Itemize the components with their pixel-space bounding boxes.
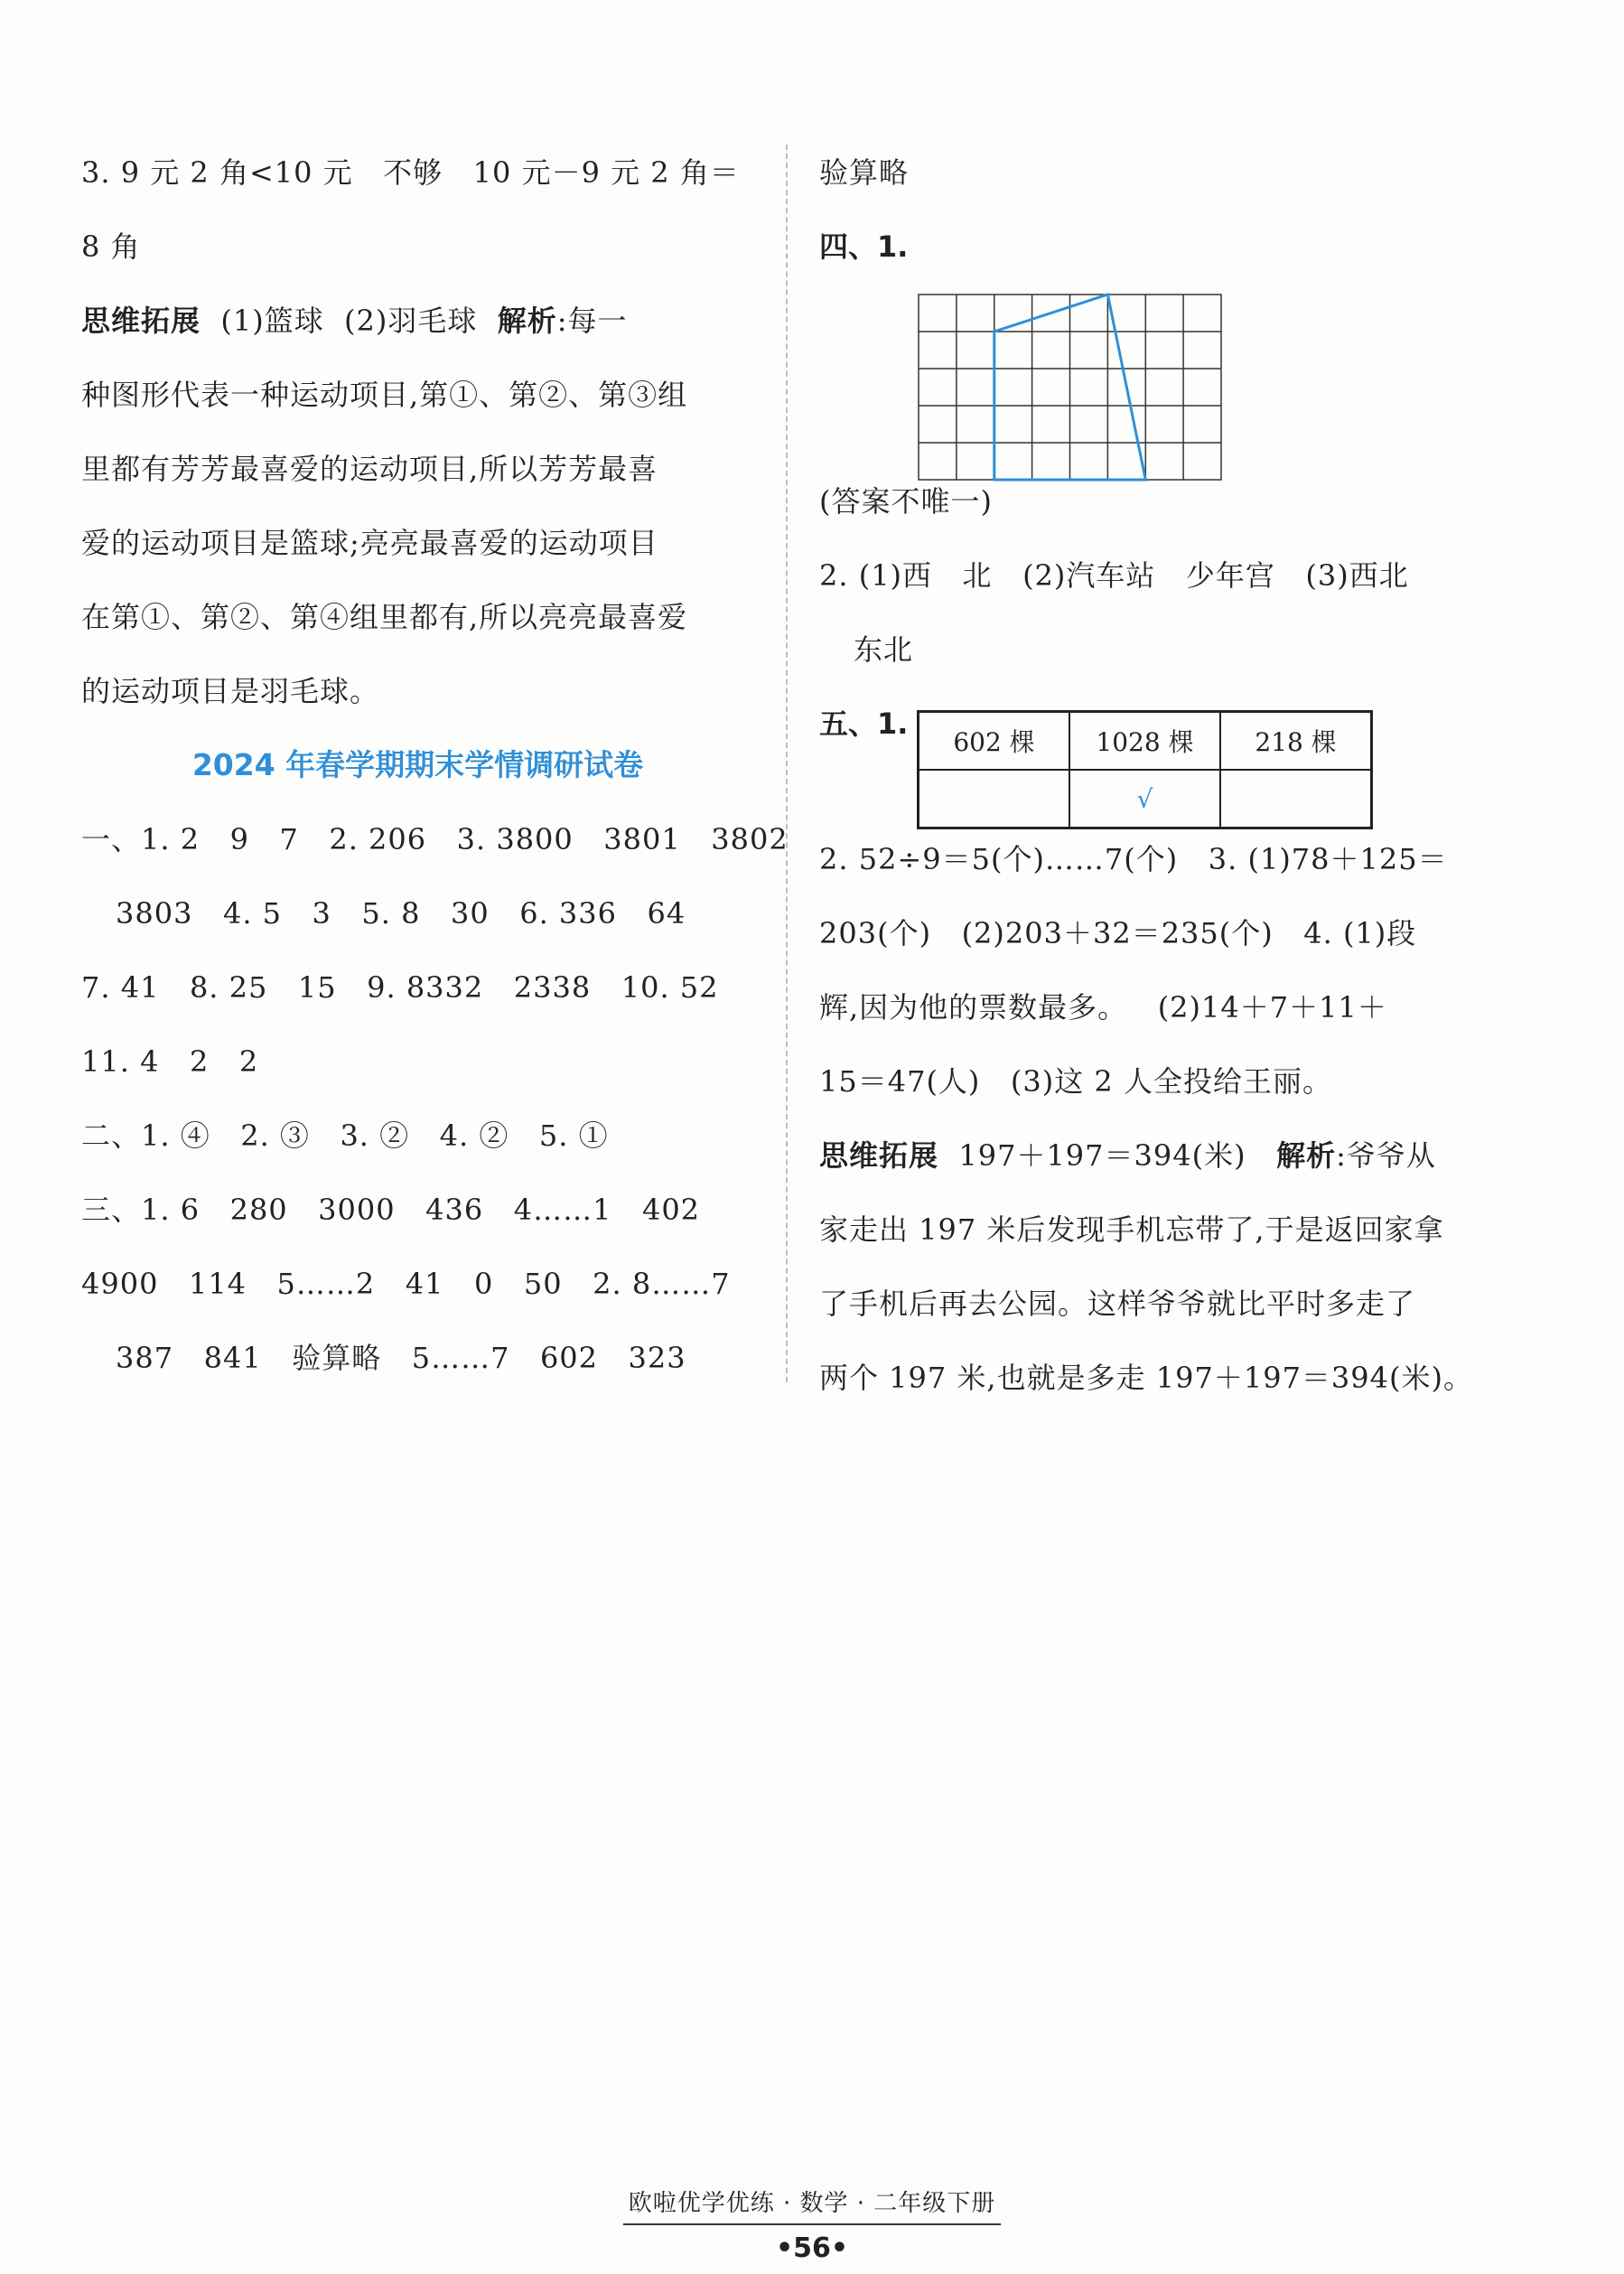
page-number: •56• — [775, 2232, 849, 2264]
thinking-extension-line — [81, 284, 754, 358]
question-label: 四、1. — [819, 229, 909, 264]
check-mark-cell: √ — [1069, 770, 1220, 828]
analysis-heading: 解析 — [497, 304, 557, 338]
answer-line: 验算略 — [819, 155, 910, 190]
grid-figure-block — [819, 210, 1497, 464]
answer-line: 4900 114 5……2 41 0 50 2. 8……7 — [81, 1267, 731, 1301]
answer-line: 2. 52÷9＝5(个)……7(个) 3. (1)78＋125＝ — [819, 842, 1448, 876]
analysis-line: 里都有芳芳最喜爱的运动项目,所以芳芳最喜 — [81, 452, 658, 486]
tree-count-table — [917, 710, 1373, 829]
section-title: 2024 年春学期期末学情调研试卷 — [191, 747, 644, 782]
table-header-cell: 218 棵 — [1220, 712, 1372, 771]
answer-line: 2. (1)西 北 (2)汽车站 少年宫 (3)西北 — [819, 558, 1409, 593]
answer-line: 7. 41 8. 25 15 9. 8332 2338 10. 52 — [81, 970, 719, 1005]
analysis-heading: 解析 — [1276, 1138, 1337, 1173]
analysis-line: 两个 197 米,也就是多走 197＋197＝394(米)。 — [819, 1361, 1473, 1395]
grid-figure — [917, 293, 1224, 482]
answer-line: 11. 4 2 2 — [81, 1044, 259, 1079]
table-cell — [1220, 770, 1372, 828]
analysis-line: 种图形代表一种运动项目,第①、第②、第③组 — [81, 378, 688, 412]
answer-line: 一、1. 2 9 7 2. 206 3. 3800 3801 3802 — [81, 822, 789, 856]
table-header-cell: 602 棵 — [919, 712, 1070, 771]
answer-note: (答案不唯一) — [819, 484, 993, 519]
table-cell — [919, 770, 1070, 828]
thinking-extension-heading: 思维拓展 — [81, 304, 201, 338]
answer-text: (1)篮球 (2)羽毛球 — [201, 304, 498, 338]
answer-line: 387 841 验算略 5……7 602 323 — [116, 1341, 686, 1375]
analysis-line: 的运动项目是羽毛球。 — [81, 674, 380, 708]
answer-line: 辉,因为他的票数最多。 (2)14＋7＋11＋ — [819, 990, 1387, 1025]
book-title: 欧啦优学优练 · 数学 · 二年级下册 — [623, 2185, 1002, 2225]
analysis-line: 在第①、第②、第④组里都有,所以亮亮最喜爱 — [81, 600, 688, 634]
answer-line: 203(个) (2)203＋32＝235(个) 4. (1)段 — [819, 916, 1417, 950]
analysis-line: 家走出 197 米后发现手机忘带了,于是返回家拿 — [819, 1212, 1444, 1247]
page-footer — [0, 2185, 1624, 2264]
answer-line: 3. 9 元 2 角<10 元 不够 10 元－9 元 2 角＝ — [81, 155, 740, 190]
table-block — [819, 687, 1497, 822]
answer-text: :每一 — [556, 304, 628, 338]
answer-line: 二、1. ④ 2. ③ 3. ② 4. ② 5. ① — [81, 1118, 609, 1153]
left-column — [81, 136, 789, 1395]
answer-line: 三、1. 6 280 3000 436 4……1 402 — [81, 1193, 701, 1227]
analysis-line: 爱的运动项目是篮球;亮亮最喜爱的运动项目 — [81, 526, 658, 560]
right-column — [819, 136, 1497, 1415]
analysis-line: 了手机后再去公园。这样爷爷就比平时多走了 — [819, 1287, 1416, 1321]
thinking-extension-line — [819, 1118, 1497, 1193]
answer-line: 15＝47(人) (3)这 2 人全投给王丽。 — [819, 1064, 1332, 1099]
thinking-extension-heading: 思维拓展 — [819, 1138, 939, 1173]
column-divider — [786, 145, 788, 1382]
answer-line: 3803 4. 5 3 5. 8 30 6. 336 64 — [116, 896, 686, 931]
question-label: 五、1. — [819, 707, 909, 741]
answer-text: 197＋197＝394(米) — [938, 1138, 1277, 1173]
answer-line: 8 角 — [81, 229, 141, 264]
answer-text: :爷爷从 — [1336, 1138, 1436, 1173]
table-header-cell: 1028 棵 — [1069, 712, 1220, 771]
answer-line: 东北 — [854, 632, 914, 667]
